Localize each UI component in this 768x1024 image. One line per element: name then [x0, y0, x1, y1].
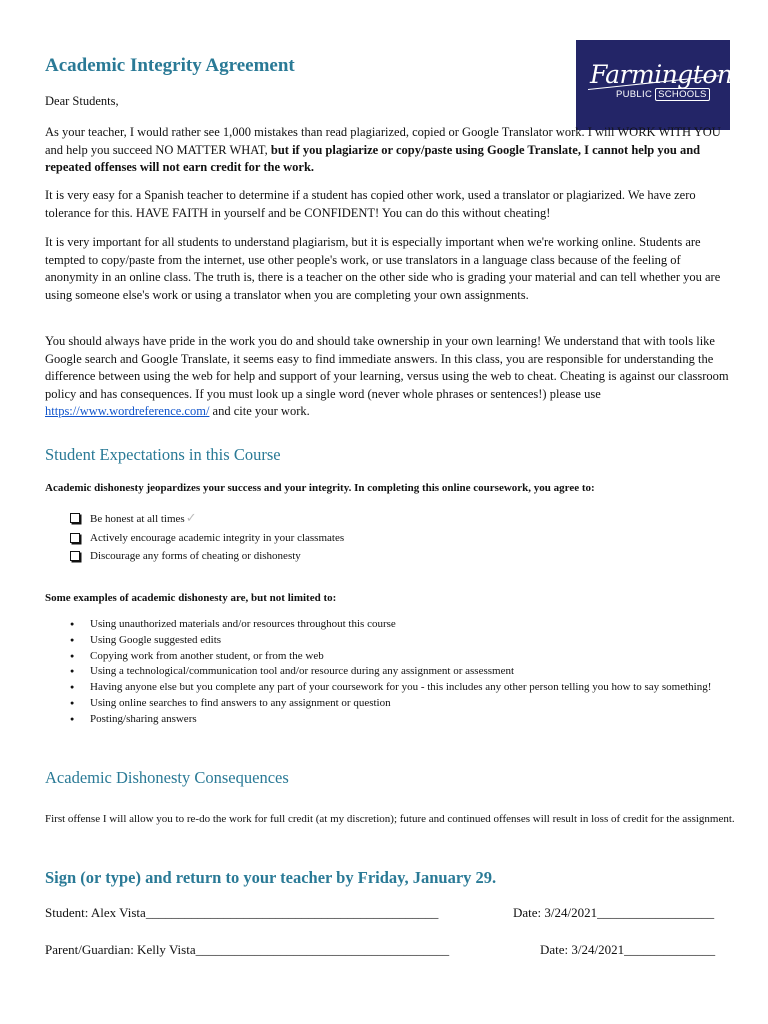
- paragraph-understand-plagiarism: It is very important for all students to understand plagiarism, but it is especially important when we're working online. Students are tempted to copy/paste from the internet, use other people's work, or use translators in a language class because of the feeling of anonymity in an online class. The truth is, there is a teacher on the other side who is grading your material and can tell whether you are using someone else's work or using a translator when you are completing your own assignments.: [45, 235, 721, 302]
- expectations-list: [70, 509, 344, 566]
- logo-subtitle: [616, 90, 710, 100]
- list-item: ● Using a technological/communication tool and/or resource during any assignment or assessment: [70, 664, 730, 680]
- student-signature-line[interactable]: Student: Alex Vista_____________________________________________: [45, 905, 439, 920]
- expectations-lead: Academic dishonesty jeopardizes your success and your integrity. In completing this online coursework, you agree to:: [45, 482, 595, 494]
- parent-signature-line[interactable]: Parent/Guardian: Kelly Vista_______________________________________: [45, 942, 450, 957]
- sign-heading: Sign (or type) and return to your teacher by Friday, January 29.: [45, 868, 497, 887]
- list-item: ● Posting/sharing answers: [70, 712, 730, 728]
- list-item: ● Using online searches to find answers to any assignment or question: [70, 696, 730, 712]
- list-item: Be honest at all times✓: [70, 509, 344, 529]
- checkbox-icon[interactable]: [70, 533, 80, 543]
- checkbox-icon[interactable]: [70, 513, 80, 523]
- intro-text: As your teacher, I would rather see 1,000 mistakes than read plagiarized, copied or Google Translator work. I will WORK WITH YOU and help you succeed NO MATTER WHAT,: [45, 125, 721, 157]
- logo-schools: SCHOOLS: [655, 88, 710, 101]
- pride-text: You should always have pride in the work you do and should take ownership in your own learning! We understand that with tools like Google search and Google Translate, it seems easy to find immediate answers. In this class, you are responsible for understanding the difference between using the web for help and support of your learning, versus using the web to cheat. Cheating is against our classroom policy and has consequences. If you must look up a single word (never whole phrases or sentences!) please use: [45, 334, 729, 401]
- logo-public: PUBLIC: [616, 89, 653, 100]
- greeting: Dear Students,: [45, 94, 119, 108]
- checkbox-icon[interactable]: [70, 551, 80, 561]
- student-date-line[interactable]: Date: 3/24/2021__________________: [513, 905, 715, 920]
- pride-after: and cite your work.: [212, 404, 310, 419]
- expectations-heading: Student Expectations in this Course: [45, 445, 281, 464]
- logo-script-text: Farmington: [590, 60, 733, 89]
- list-item: ● Using Google suggested edits: [70, 633, 730, 649]
- list-item: ● Having anyone else but you complete any part of your coursework for you - this includes any other person telling you how to say something!: [70, 680, 730, 696]
- consequences-heading: Academic Dishonesty Consequences: [45, 768, 289, 787]
- school-logo: [576, 40, 733, 130]
- consequences-text: First offense I will allow you to re-do the work for full credit (at my discretion); future and continued offenses will result in loss of credit for the assignment.: [45, 813, 735, 825]
- intro-paragraph: [45, 124, 735, 177]
- list-item: Discourage any forms of cheating or dishonesty: [70, 547, 344, 566]
- list-item: Actively encourage academic integrity in your classmates: [70, 529, 344, 548]
- paragraph-pride: [45, 333, 735, 421]
- examples-list: [70, 617, 730, 728]
- paragraph-easy-to-detect: It is very easy for a Spanish teacher to determine if a student has copied other work, used a translator or plagiarized. We have zero tolerance for this. HAVE FAITH in yourself and be CONFIDENT! You can do this without cheating!: [45, 188, 696, 220]
- examples-lead: Some examples of academic dishonesty are, but not limited to:: [45, 592, 337, 604]
- wordreference-link[interactable]: https://www.wordreference.com/: [45, 404, 210, 419]
- parent-date-line[interactable]: Date: 3/24/2021______________: [540, 942, 716, 957]
- document-title: Academic Integrity Agreement: [45, 55, 295, 76]
- checkmark-icon: ✓: [185, 510, 197, 525]
- list-item: ● Using unauthorized materials and/or resources throughout this course: [70, 617, 730, 633]
- intro-bold-warning: but if you plagiarize or copy/paste using Google Translate, I cannot help you and repeated offenses will not earn credit for the work.: [45, 142, 701, 175]
- list-item: ● Copying work from another student, or from the web: [70, 649, 730, 665]
